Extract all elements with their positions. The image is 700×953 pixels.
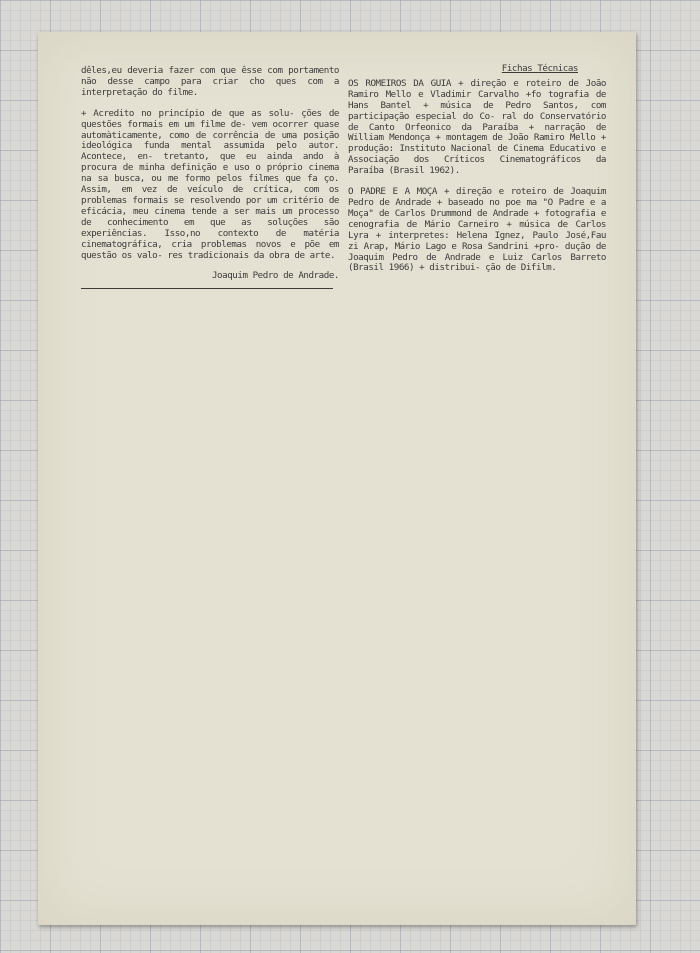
film-credits-padre: O PADRE E A MOÇA + direção e roteiro de Joaquim Pedro de Andrade + baseado no poe ma "O Padre e a Moça" de Carlos Drummond de Andrade + fotografia e cenografia de Mário Carneiro + música de Carlos Lyra + interpretes: Helena Ignez, Paulo José,Fau zi Arap, Mário Lago e Rosa Sandrini +pro- dução de Joaquim Pedro de Andrade e Luiz Carlos Barreto (Brasil 1966) + distribui- ção de Difilm. xyxy=(348,186,612,274)
section-title: Fichas Técnicas xyxy=(501,63,578,74)
section-divider-line xyxy=(81,288,333,289)
right-column xyxy=(348,63,612,284)
film-credits-romeiros: OS ROMEIROS DA GUIA + direção e roteiro de João Ramiro Mello e Vladimir Carvalho +fo tografia de Hans Bantel + música de Pedro Santos, com participação especial do Co- ral do Conservatório de Canto Orfeonico da Paraíba + narração de William Mendonça + montagem de João Ramiro Mello + produção: Instituto Nacional de Cinema Educativo e Associação dos Críticos Cinematográficos da Paraíba (Brasil 1962). xyxy=(348,77,612,177)
left-paragraph-1: dêles,eu deveria fazer com que êsse com portamento não desse campo para criar cho ques com a interpretação do filme. xyxy=(81,65,345,98)
left-paragraph-2: + Acredito no princípio de que as solu- ções de questões formais em um filme de- vem ocorrer quase automàticamente, como de corrência de uma posição ideológica funda mental assumida pelo autor. Acontece, en- tretanto, que eu ainda ando à procura de minha definição e uso o próprio cinema na sa busca, ou me formo pelos filmes que fa ço. Assim, em vez de veículo de crítica, com os problemas formais se resolvendo por um critério de eficácia, meu cinema tende a ser mais um processo de conhecimento em que as soluções são experiências. Isso,no contexto de matéria cinematográfica, cria problemas novos e põe em questão os valo- res tradicionais da obra de arte. xyxy=(81,107,345,261)
author-signature: Joaquim Pedro de Andrade. xyxy=(211,270,339,282)
typewritten-page xyxy=(38,32,636,925)
left-column xyxy=(81,65,345,289)
